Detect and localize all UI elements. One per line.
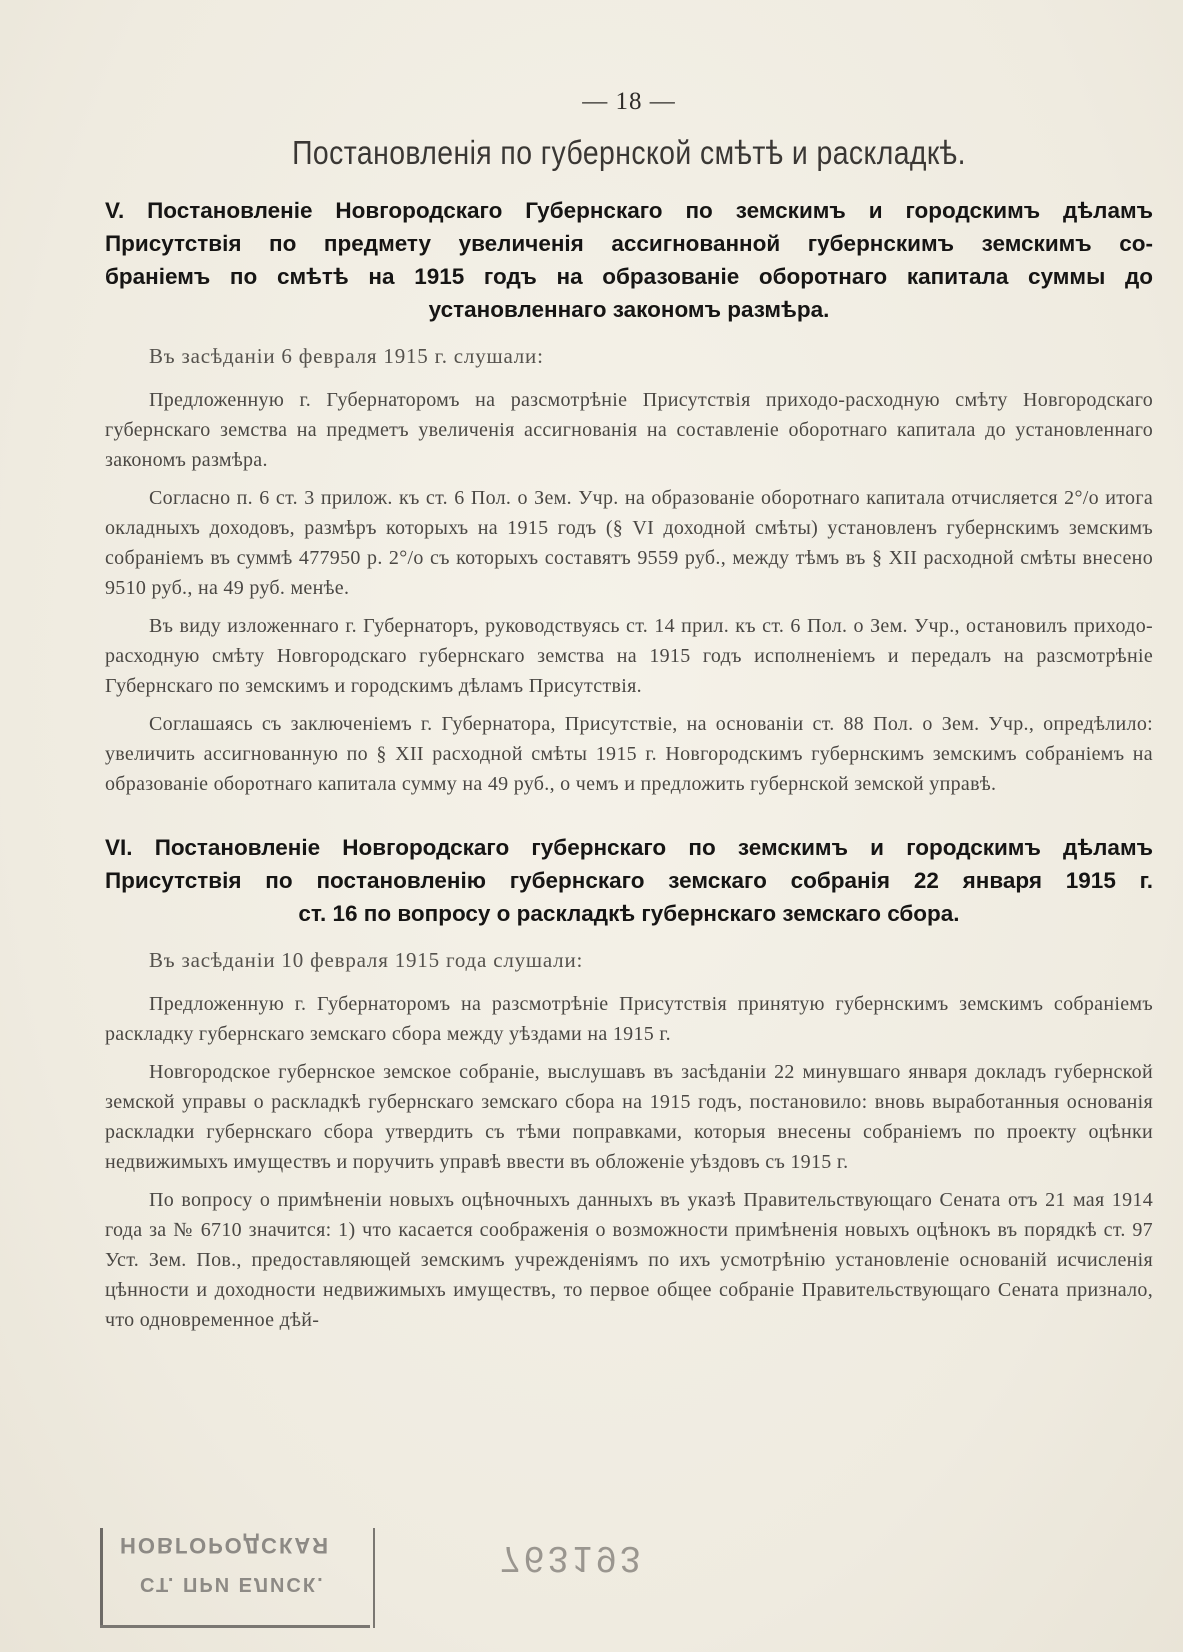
section-v <box>105 194 1153 799</box>
stamp-border <box>100 1625 370 1628</box>
session-line: Въ засѣданіи 6 февраля 1915 г. слушали: <box>149 344 544 368</box>
section-vi <box>105 831 1153 1335</box>
section-heading <box>105 831 1153 930</box>
inventory-number: 763193 <box>500 1539 645 1580</box>
section-title: Постановленія по губернской смѣтѣ и раскладкѣ. <box>292 134 966 171</box>
heading-line: Присутствія по предмету увеличенія ассигнованной губернскимъ земскимъ со- <box>105 231 1153 256</box>
paragraph: Соглашаясь съ заключеніемъ г. Губернатора, Присутствіе, на основаніи ст. 88 Пол. о Зем. Учр., опредѣлило: увеличить ассигнованную по § XII расходной смѣты 1915 г. Новгородскимъ губернскимъ земскимъ собраніемъ на образованіе оборотнаго капитала сумму на 49 руб., о чемъ и предложить губернской земской управѣ. <box>105 713 1153 795</box>
heading-line: браніемъ по смѣтѣ на 1915 годъ на образованіе оборотнаго капитала суммы до <box>105 264 1153 289</box>
paragraph: Новгородское губернское земское собраніе, выслушавъ въ засѣданіи 22 минувшаго января докладъ губернской земской управы о раскладкѣ губернскаго земскаго сбора на 1915 годъ, постановило: вновь выработанныя основанія раскладки губернскаго сбора утвердить съ тѣми поправками, которыя внесены собраніемъ по проекту оцѣнки недвижимыхъ имуществъ и поручить управѣ ввести въ обложеніе уѣздовъ съ 1915 г. <box>105 1061 1153 1173</box>
heading-line: установленнаго закономъ размѣра. <box>428 297 830 322</box>
heading-line: Присутствія по постановленію губернскаго земскаго собранія 22 января 1915 г. <box>105 868 1153 893</box>
section-heading <box>105 194 1153 326</box>
paragraph: Предложенную г. Губернаторомъ на разсмотрѣніе Присутствія принятую губернскимъ земскимъ собраніемъ раскладку губернскаго земскаго сбора между уѣздами на 1915 г. <box>105 993 1153 1045</box>
heading-line: ст. 16 по вопросу о раскладкѣ губернскаго земскаго сбора. <box>298 901 960 926</box>
page-content <box>105 88 1153 1343</box>
heading-line: V. Постановленіе Новгородскаго Губернскаго по земскимъ и городскимъ дѣламъ <box>105 198 1153 223</box>
stamp-text: НОВГОРОДСКАЯ <box>120 1533 331 1558</box>
paragraph: Согласно п. 6 ст. 3 прилож. къ ст. 6 Пол. о Зем. Учр. на образованіе оборотнаго капитала отчисляется 2°/о итога окладныхъ доходовъ, размѣръ которыхъ на 1915 годъ (§ VI доходной смѣты) установленъ губернскимъ земскимъ собраніемъ въ суммѣ 477950 р. 2°/о съ которыхъ составятъ 9559 руб., между тѣмъ въ § XII расходной смѣты внесено 9510 руб., на 49 руб. менѣе. <box>105 487 1153 599</box>
page-number: — 18 — <box>582 88 676 115</box>
session-line: Въ засѣданіи 10 февраля 1915 года слушали: <box>149 948 584 972</box>
paragraph: Въ виду изложеннаго г. Губернаторъ, руководствуясь ст. 14 прил. къ ст. 6 Пол. о Зем. Учр., остановилъ приходо-расходную смѣту Новгородскаго губернскаго земства на 1915 годъ исполненіемъ и передалъ на разсмотрѣніе Губернскаго по земскимъ и городскимъ дѣламъ Присутствія. <box>105 615 1153 697</box>
paragraph: Предложенную г. Губернаторомъ на разсмотрѣніе Присутствія приходо-расходную смѣту Новгородскаго губернскаго земства на предметъ увеличенія ассигнованія на составленіе оборотнаго капитала до установленнаго закономъ размѣра. <box>105 389 1153 471</box>
stamp-text: СТ. ПРИ ЕЛИСК. <box>140 1573 325 1595</box>
heading-line: VI. Постановленіе Новгородскаго губернскаго по земскимъ и городскимъ дѣламъ <box>105 835 1153 860</box>
section-gap <box>105 807 1153 831</box>
paragraph: По вопросу о примѣненіи новыхъ оцѣночныхъ данныхъ въ указѣ Правительствующаго Сената отъ 21 мая 1914 года за № 6710 значится: 1) что касается соображенія о возможности примѣненія новыхъ оцѣнокъ въ порядкѣ ст. 97 Уст. Зем. Пов., предоставляющей земскимъ учрежденіямъ по ихъ усмотрѣнію установленіе основаній исчисленія цѣнности и доходности недвижимыхъ имуществъ, то первое общее собраніе Правительствующаго Сената признало, что одновременное дѣй- <box>105 1189 1153 1331</box>
